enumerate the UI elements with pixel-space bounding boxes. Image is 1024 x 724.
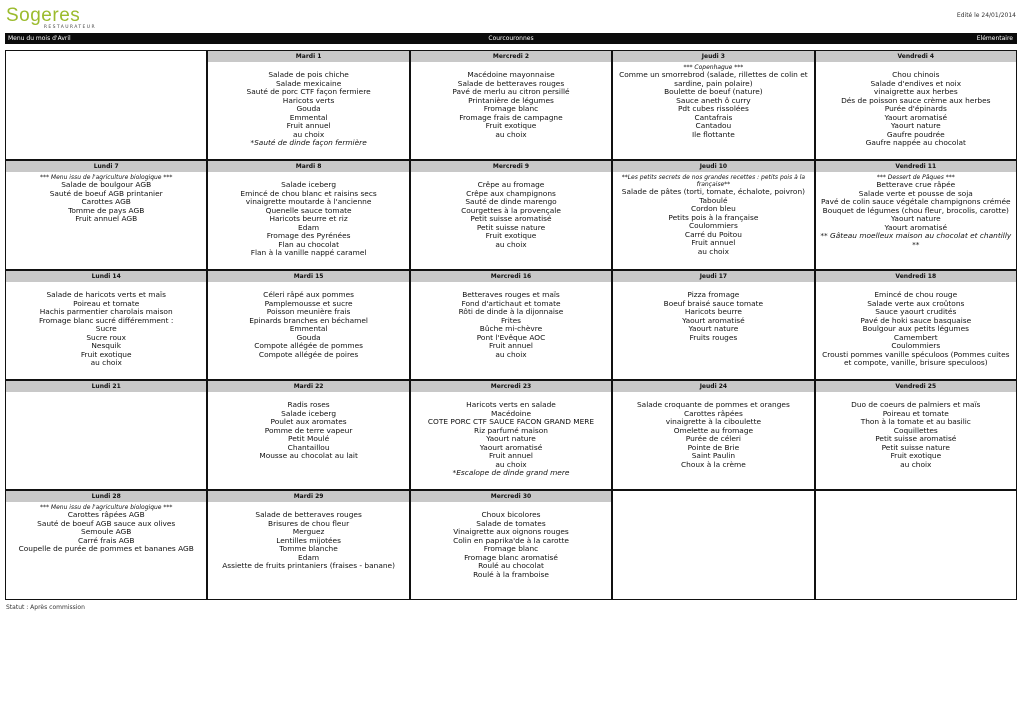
menu-item: Tomme blanche <box>279 544 338 553</box>
menu-item: Petit suisse aromatisé <box>470 214 552 223</box>
menu-item: Fond d'artichaut et tomate <box>461 298 561 308</box>
status-text: Statut : Après commission <box>6 604 85 611</box>
day-header: Lundi 28 <box>6 491 206 502</box>
menu-title: Menu du mois d'Avril <box>8 35 71 42</box>
menu-item: Fromage des Pyrénées <box>266 231 351 240</box>
menu-item: Yaourt aromatisé <box>884 222 948 232</box>
menu-item: Gaufre poudrée <box>886 129 945 139</box>
menu-item: Boulette de boeuf (nature) <box>664 87 763 96</box>
day-header: Vendredi 18 <box>816 271 1016 282</box>
menu-item: Assiette de fruits printaniers (fraises - banane) <box>222 561 395 570</box>
menu-item: Colin en paprika'de à la carotte <box>453 535 569 545</box>
menu-item: Sauce yaourt crudités <box>875 307 957 316</box>
menu-item: Haricots verts en salade <box>466 400 556 409</box>
menu-list <box>411 62 611 139</box>
menu-item: Emincé de chou rouge <box>874 290 958 299</box>
menu-list <box>208 172 408 258</box>
menu-item: Fruit exotique <box>890 451 942 460</box>
menu-item: Carré frais AGB <box>77 535 135 545</box>
day-cell <box>6 161 206 269</box>
menu-item: Bouquet de légumes (chou fleur, brocolis, carotte) <box>822 205 1009 215</box>
day-cell <box>208 491 408 599</box>
menu-item: Salade verte aux croûtons <box>867 298 965 308</box>
menu-item: Edam <box>298 552 320 562</box>
menu-item: Edam <box>298 222 320 232</box>
day-cell <box>816 161 1016 269</box>
menu-item: Fruit annuel <box>691 238 736 247</box>
day-cell <box>411 161 611 269</box>
menu-item: Cordon bleu <box>690 204 736 213</box>
menu-item: *** Copenhague *** <box>683 64 744 71</box>
menu-list <box>816 172 1016 249</box>
menu-item: Saint Paulin <box>691 451 736 460</box>
day-header: Jeudi 24 <box>613 381 813 392</box>
menu-item: *** Menu issu de l'agriculture biologique *** <box>39 174 173 181</box>
menu-item: Quenelle sauce tomate <box>265 205 352 215</box>
menu-item: Poireau et tomate <box>73 298 140 308</box>
menu-item: Fruit annuel <box>489 451 533 460</box>
menu-item: *** Dessert de Pâques *** <box>876 174 955 181</box>
menu-item: Crêpe au fromage <box>477 180 545 189</box>
menu-item: Brisures de chou fleur <box>268 518 350 528</box>
day-header: Mercredi 2 <box>411 51 611 62</box>
menu-item: Pavé de colin sauce végétale champignons crémée <box>821 197 1011 206</box>
menu-item: Courgettes à la provençale <box>461 205 561 215</box>
menu-item: Boeuf braisé sauce tomate <box>663 298 764 308</box>
menu-list <box>6 282 206 368</box>
menu-list <box>208 392 408 461</box>
menu-item: au choix <box>90 358 122 367</box>
menu-item: Céleri râpé aux pommes <box>263 290 355 299</box>
menu-item: au choix <box>292 129 325 139</box>
day-cell <box>6 51 206 159</box>
day-header: Mardi 15 <box>208 271 408 282</box>
day-cell <box>208 51 408 159</box>
menu-item: Nesquik <box>91 341 122 350</box>
menu-item: Carottes AGB <box>81 197 131 206</box>
menu-item: Purée d'épinards <box>884 104 947 113</box>
menu-grid <box>5 50 1017 600</box>
menu-item: Petits pois à la française <box>668 212 759 222</box>
menu-item: Fruits rouges <box>689 332 738 342</box>
menu-item: Rôti de dinde à la dijonnaise <box>458 307 564 316</box>
menu-list <box>816 282 1016 368</box>
day-header: Mercredi 9 <box>411 161 611 172</box>
menu-item: ** Gâteau moelleux maison au chocolat et chantilly ** <box>820 231 1012 249</box>
menu-item: Yaourt nature <box>486 434 536 443</box>
menu-item: Dés de poisson sauce crème aux herbes <box>841 95 991 105</box>
menu-header-bar <box>5 33 1017 44</box>
menu-item: Pointe de Brie <box>687 442 740 452</box>
menu-item: Merguez <box>292 527 325 536</box>
menu-item: Petit suisse nature <box>881 442 950 452</box>
menu-item: Camembert <box>893 332 938 342</box>
menu-list <box>816 62 1016 148</box>
menu-item: Salade de pâtes (torti, tomate, échalote, poivron) <box>621 187 806 196</box>
menu-item: Riz parfumé maison <box>474 425 548 435</box>
day-cell <box>816 51 1016 159</box>
menu-list <box>411 502 611 579</box>
menu-item: Fruit exotique <box>485 121 537 130</box>
menu-item: Pamplemousse et sucre <box>264 298 353 308</box>
menu-item: Emincé de chou blanc et raisins secs <box>240 188 377 198</box>
day-cell <box>6 381 206 489</box>
menu-item: Radis roses <box>287 400 330 409</box>
menu-item: Salade mexicaine <box>275 78 342 88</box>
menu-list <box>613 172 813 256</box>
menu-item: Printanière de légumes <box>468 95 554 105</box>
menu-item: Semoule AGB <box>81 527 132 536</box>
menu-item: Haricots beurre et riz <box>269 214 348 223</box>
menu-item: Sucre roux <box>86 332 127 342</box>
day-cell <box>411 271 611 379</box>
edited-date: Edité le 24/01/2014 <box>956 12 1016 19</box>
menu-item: Omelette au fromage <box>673 425 754 435</box>
menu-item: Salade de boulgour AGB <box>61 180 152 189</box>
menu-item: Lentilles mijotées <box>276 535 341 545</box>
menu-item: Sucre <box>95 324 117 333</box>
menu-item: Sauté de boeuf AGB printanier <box>49 188 163 198</box>
day-header: Mardi 1 <box>208 51 408 62</box>
menu-item: Macédoine <box>490 408 531 418</box>
menu-item: Choux bicolores <box>481 510 541 519</box>
menu-item: Gouda <box>296 332 321 342</box>
day-header: Lundi 14 <box>6 271 206 282</box>
menu-item: Yaourt nature <box>688 324 739 333</box>
day-cell <box>613 271 813 379</box>
menu-item: Chantaillou <box>287 442 330 452</box>
menu-item: Crousti pommes vanille spéculoos (Pommes cuites et compote, vanille, brisure speculoos) <box>822 349 1010 367</box>
menu-item: Pomme de terre vapeur <box>264 425 353 435</box>
day-cell <box>411 381 611 489</box>
menu-item: Salade iceberg <box>281 180 337 189</box>
menu-item: Petit Moulé <box>288 434 330 443</box>
menu-item: Chou chinois <box>892 70 940 79</box>
menu-item: Coulommiers <box>688 221 738 230</box>
menu-item: Boulgour aux petits légumes <box>862 324 969 333</box>
menu-item: Betteraves rouges et maïs <box>462 290 560 299</box>
menu-item: Flan au chocolat <box>278 239 339 249</box>
menu-list <box>208 282 408 359</box>
menu-item: Fruit annuel AGB <box>75 214 138 223</box>
day-cell <box>816 491 1016 599</box>
menu-item: Yaourt aromatisé <box>682 315 745 325</box>
menu-item: Fromage frais de campagne <box>459 112 563 122</box>
day-cell <box>816 271 1016 379</box>
day-cell <box>613 51 813 159</box>
menu-item: Salade de betteraves rouges <box>457 78 565 88</box>
menu-item: Hachis parmentier charolais maison <box>39 307 173 316</box>
menu-item: Yaourt aromatisé <box>479 442 543 452</box>
day-header: Vendredi 25 <box>816 381 1016 392</box>
menu-list <box>411 392 611 478</box>
menu-item: Poisson meunière frais <box>266 307 351 316</box>
menu-item: au choix <box>495 349 527 359</box>
menu-list <box>411 282 611 359</box>
menu-item: au choix <box>495 129 527 139</box>
menu-list <box>613 62 813 139</box>
menu-item: Salade de pois chiche <box>268 70 349 79</box>
menu-item: Roulé au chocolat <box>478 561 544 570</box>
menu-list <box>208 502 408 571</box>
menu-item: Mousse au chocolat au lait <box>259 451 358 460</box>
menu-item: Salade iceberg <box>281 408 337 418</box>
menu-item: Bûche mi-chèvre <box>479 324 543 333</box>
menu-item: Carottes râpées <box>683 408 743 418</box>
menu-item: Petit suisse aromatisé <box>875 434 957 443</box>
menu-item: Gouda <box>296 104 321 113</box>
menu-item: Emmental <box>289 324 328 333</box>
day-header: Vendredi 4 <box>816 51 1016 62</box>
menu-item: Fruit annuel <box>489 341 533 350</box>
day-cell <box>208 271 408 379</box>
menu-item: Pdt cubes rissolées <box>677 104 749 113</box>
day-header: Mardi 29 <box>208 491 408 502</box>
menu-item: Pont l'Evêque AOC <box>476 332 546 342</box>
menu-list <box>613 392 813 469</box>
menu-item: Sauté de porc CTF façon fermiere <box>246 87 371 96</box>
menu-item: Roulé à la framboise <box>473 569 549 579</box>
day-header: Mardi 8 <box>208 161 408 172</box>
menu-item: **Les petits secrets de nos grandes recettes : petits pois à la française** <box>621 174 806 188</box>
menu-item: Sauce aneth ô curry <box>676 95 751 105</box>
menu-item: Cantadou <box>695 121 732 130</box>
menu-item: Petit suisse nature <box>476 222 546 232</box>
menu-item: Salade croquante de pommes et oranges <box>636 400 790 409</box>
menu-item: Yaourt nature <box>890 121 941 130</box>
day-cell <box>411 491 611 599</box>
menu-item: Haricots beurre <box>684 307 742 316</box>
menu-item: *Escalope de dinde grand mere <box>452 468 570 477</box>
menu-item: au choix <box>495 459 527 469</box>
menu-item: Comme un smorrebrod (salade, rillettes de colin et sardine, pain polaire) <box>619 70 808 88</box>
menu-item: Pavé de hoki sauce basquaise <box>860 315 972 325</box>
menu-item: Pavé de merlu au citron persillé <box>452 87 570 96</box>
menu-item: au choix <box>495 239 527 249</box>
menu-item: Emmental <box>289 112 328 122</box>
menu-item: Flan à la vanille nappé caramel <box>250 248 367 257</box>
menu-item: Poireau et tomate <box>882 408 949 418</box>
menu-item: Carottes râpées AGB <box>67 510 145 519</box>
menu-item: Salade de tomates <box>476 518 546 528</box>
day-cell <box>613 491 813 599</box>
menu-item: Coupelle de purée de pommes et bananes AGB <box>18 544 194 553</box>
menu-item: Betterave crue râpée <box>876 180 956 189</box>
menu-item: Choux à la crème <box>680 459 746 469</box>
menu-item: Salade de betteraves rouges <box>255 510 362 519</box>
menu-item: Fruit annuel <box>286 121 331 130</box>
day-header: Mardi 22 <box>208 381 408 392</box>
day-header: Lundi 7 <box>6 161 206 172</box>
menu-item: au choix <box>697 246 730 256</box>
day-cell <box>816 381 1016 489</box>
menu-item: Fruit exotique <box>80 349 132 359</box>
menu-item: Purée de céleri <box>685 434 741 443</box>
school-name: Courcouronnes <box>488 35 534 42</box>
menu-item: Taboulé <box>699 195 728 205</box>
menu-item: Ile flottante <box>692 129 735 139</box>
menu-item: Salade de haricots verts et maïs <box>46 290 166 299</box>
menu-list <box>613 282 813 342</box>
menu-item: Fromage blanc <box>483 104 539 113</box>
menu-list <box>411 172 611 249</box>
menu-item: Fromage blanc <box>483 544 539 553</box>
menu-item: Vinaigrette aux oignons rouges <box>453 527 569 536</box>
day-cell <box>6 271 206 379</box>
day-cell <box>613 161 813 269</box>
school-level: Elémentaire <box>976 35 1013 42</box>
menu-list <box>208 62 408 148</box>
menu-item: Gaufre nappée au chocolat <box>865 138 966 147</box>
menu-item: *Sauté de dinde façon fermière <box>250 138 367 147</box>
day-header: Mercredi 16 <box>411 271 611 282</box>
sogeres-logo <box>6 6 100 30</box>
menu-item: *** Menu issu de l'agriculture biologique *** <box>39 504 173 511</box>
logo-subtitle: RESTAURATEUR <box>43 25 96 30</box>
menu-item: Fromage blanc sucré différemment : <box>39 315 174 325</box>
menu-item: Salade d'endives et noix <box>870 78 962 88</box>
menu-item: vinaigrette à la ciboulette <box>665 417 762 426</box>
menu-item: Coquillettes <box>893 425 938 435</box>
menu-item: Duo de coeurs de palmiers et maïs <box>851 400 981 409</box>
menu-item: Compote allégée de poires <box>258 349 359 359</box>
menu-item: COTE PORC CTF SAUCE FACON GRAND MERE <box>427 417 595 426</box>
day-header: Mercredi 23 <box>411 381 611 392</box>
menu-list <box>6 502 206 554</box>
menu-item: Poulet aux aromates <box>270 417 347 426</box>
menu-item: Crêpe aux champignons <box>466 188 556 198</box>
day-cell <box>208 381 408 489</box>
menu-item: Sauté de boeuf AGB sauce aux olives <box>37 518 176 528</box>
menu-item: vinaigrette aux herbes <box>873 87 958 96</box>
day-header: Lundi 21 <box>6 381 206 392</box>
menu-item: vinaigrette moutarde à l'ancienne <box>245 197 372 206</box>
menu-item: Fruit exotique <box>485 231 537 240</box>
menu-item: Yaourt aromatisé <box>884 112 948 122</box>
menu-item: Coulommiers <box>891 341 941 350</box>
menu-item: Macédoine mayonnaise <box>467 70 555 79</box>
day-cell <box>613 381 813 489</box>
day-cell <box>208 161 408 269</box>
menu-item: Yaourt nature <box>890 214 941 223</box>
menu-item: Carré du Poitou <box>684 229 742 239</box>
day-header: Jeudi 3 <box>613 51 813 62</box>
menu-item: Tomme de pays AGB <box>68 205 145 215</box>
menu-item: Sauté de dinde marengo <box>465 197 557 206</box>
menu-item: Fromage blanc aromatisé <box>464 552 558 562</box>
menu-item: Haricots verts <box>282 95 335 105</box>
menu-item: Salade verte et pousse de soja <box>858 188 973 198</box>
day-header: Vendredi 11 <box>816 161 1016 172</box>
menu-item: au choix <box>900 459 932 469</box>
day-header: Mercredi 30 <box>411 491 611 502</box>
menu-item: Epinards branches en béchamel <box>249 315 368 325</box>
logo-wordmark: Sogeres <box>6 5 81 26</box>
day-header: Jeudi 17 <box>613 271 813 282</box>
menu-list <box>816 392 1016 469</box>
menu-item: Compote allégée de pommes <box>254 341 363 350</box>
menu-item: Pizza fromage <box>687 290 740 299</box>
day-cell <box>411 51 611 159</box>
menu-item: Cantafrais <box>694 112 733 122</box>
day-header: Jeudi 10 <box>613 161 813 172</box>
day-cell <box>6 491 206 599</box>
menu-item: Frites <box>500 315 522 325</box>
menu-item: Thon à la tomate et au basilic <box>860 417 971 426</box>
menu-list <box>6 172 206 224</box>
